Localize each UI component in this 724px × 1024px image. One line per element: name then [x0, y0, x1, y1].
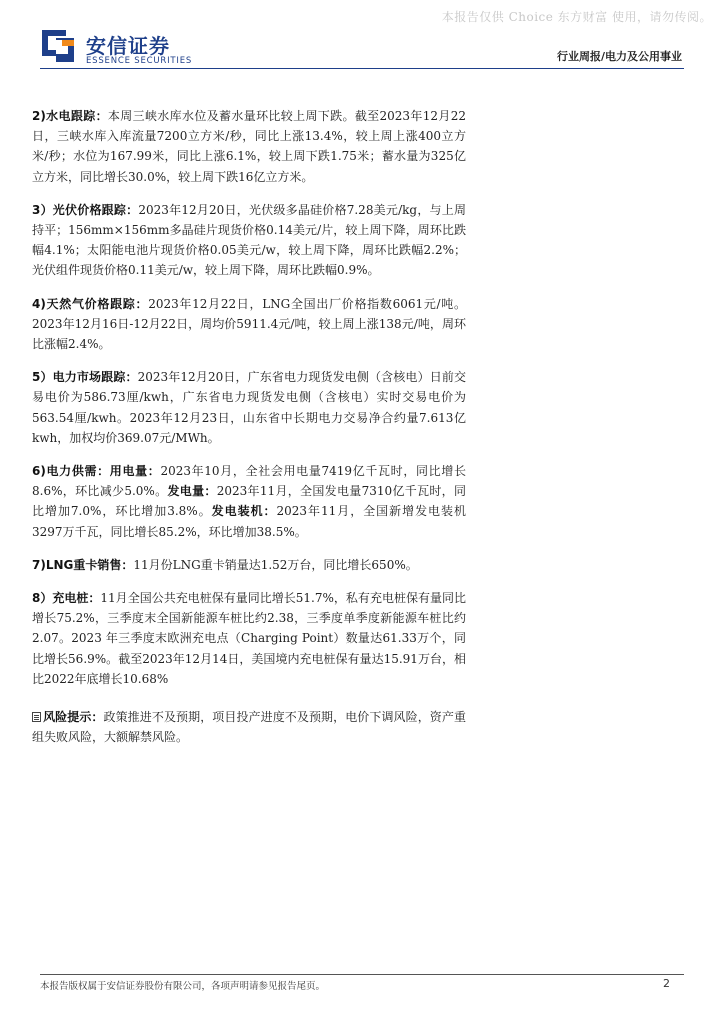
section-power-market: [32, 367, 466, 448]
section-heading: 5）电力市场跟踪：: [32, 370, 138, 385]
risk-warning: [32, 707, 466, 747]
section-heading: 6)电力供需：用电量：: [32, 464, 161, 479]
risk-heading: 风险提示：: [43, 710, 104, 725]
section-text: 2023年10月，全社会用电量7419亿千瓦时，同比增长8.6%，环比减少5.0%。: [32, 464, 466, 499]
section-lng-truck: [32, 555, 466, 575]
section-text: 2023年12月20日，光伏级多晶硅价格7.28美元/kg，与上周持平；156mm×156mm多晶硅片现货价格0.14美元/片，较上周下降，周环比跌幅4.1%；太阳能电池片现货价格0.05美元/w，较上周下降，周环比跌幅2.2%；光伏组件现货价格0.11美元/w，较上周下降，周环比跌幅0.9%。: [32, 202, 466, 278]
section-charging-pile: [32, 588, 466, 689]
page-number: 2: [663, 977, 670, 990]
section-text: 11月全国公共充电桩保有量同比增长51.7%，私有充电桩保有量同比增长75.2%，三季度末全国新能源车桩比约2.38，三季度单季度新能源车桩比约 2.07。2023 年三季度末欧洲充电点（Charging Point）数量达61.33万个，同比增长56.9%。截至2023年12月14日，美国境内充电桩保有量达15.91万台，相比2022年底增长10.68%: [32, 591, 466, 686]
section-pv-price: [32, 200, 466, 281]
section-gas-price: [32, 294, 466, 355]
document-list-icon: [32, 712, 41, 722]
subsection-heading: 发电装机：: [211, 504, 277, 519]
section-text: 2023年12月22日，LNG全国出厂价格指数6061元/吨。2023年12月16日-12月22日，周均价5911.4元/吨，较上周上涨138元/吨，周环比涨幅2.4%。: [32, 296, 466, 352]
section-heading: 4)天然气价格跟踪：: [32, 296, 149, 311]
risk-text: 政策推进不及预期，项目投产进度不及预期，电价下调风险，资产重组失败风险，大额解禁风险。: [32, 710, 466, 745]
section-heading: 2)水电跟踪：: [32, 109, 108, 123]
section-text: 2023年12月20日，广东省电力现货发电侧（含核电）日前交易电价为586.73厘/kwh，广东省电力现货发电侧（含核电）实时交易电价为563.54厘/kwh。2023年12月23日，山东省中长期电力交易净合约量7.613亿kwh，加权均价369.07元/MWh。: [32, 370, 466, 445]
watermark-text: 本报告仅供 Choice 东方财富 使用，请勿传阅。: [441, 10, 712, 24]
section-heading: 8）充电桩：: [32, 591, 101, 606]
subsection-heading: 发电量：: [167, 484, 217, 499]
section-text: 2023年11月，全国新增发电装机3297万千瓦，同比增长85.2%，环比增加38.5%。: [32, 504, 466, 539]
logo-mark-icon: [40, 28, 76, 64]
section-hydro: [32, 106, 466, 187]
footer-divider: [40, 974, 684, 975]
section-text: 2023年11月，全国发电量7310亿千瓦时，同比增加7.0%，环比增加3.8%。: [32, 484, 466, 519]
report-body: [32, 106, 466, 760]
section-heading: 3）光伏价格跟踪：: [32, 202, 139, 217]
logo-english-name: ESSENCE SECURITIES: [86, 56, 193, 66]
footer-disclaimer: 本报告版权属于安信证券股份有限公司，各项声明请参见报告尾页。: [40, 981, 326, 992]
report-category: 行业周报/电力及公用事业: [556, 50, 682, 63]
company-logo: [40, 28, 240, 72]
section-text: 本周三峡水库水位及蓄水量环比较上周下跌。截至2023年12月22日，三峡水库入库流量7200立方米/秒，同比上涨13.4%，较上周上涨400立方米/秒；水位为167.99米，同比上涨6.1%，较上周下跌1.75米；蓄水量为325亿立方米，同比增长30.0%，较上周下跌16亿立方米。: [32, 109, 466, 184]
section-heading: 7)LNG重卡销售：: [32, 557, 134, 572]
section-text: 11月份LNG重卡销量达1.52万台，同比增长650%。: [133, 557, 418, 572]
section-power-supply-demand: [32, 461, 466, 542]
header-divider: [40, 68, 684, 69]
logo-chinese-name: 安信证券: [86, 34, 170, 58]
